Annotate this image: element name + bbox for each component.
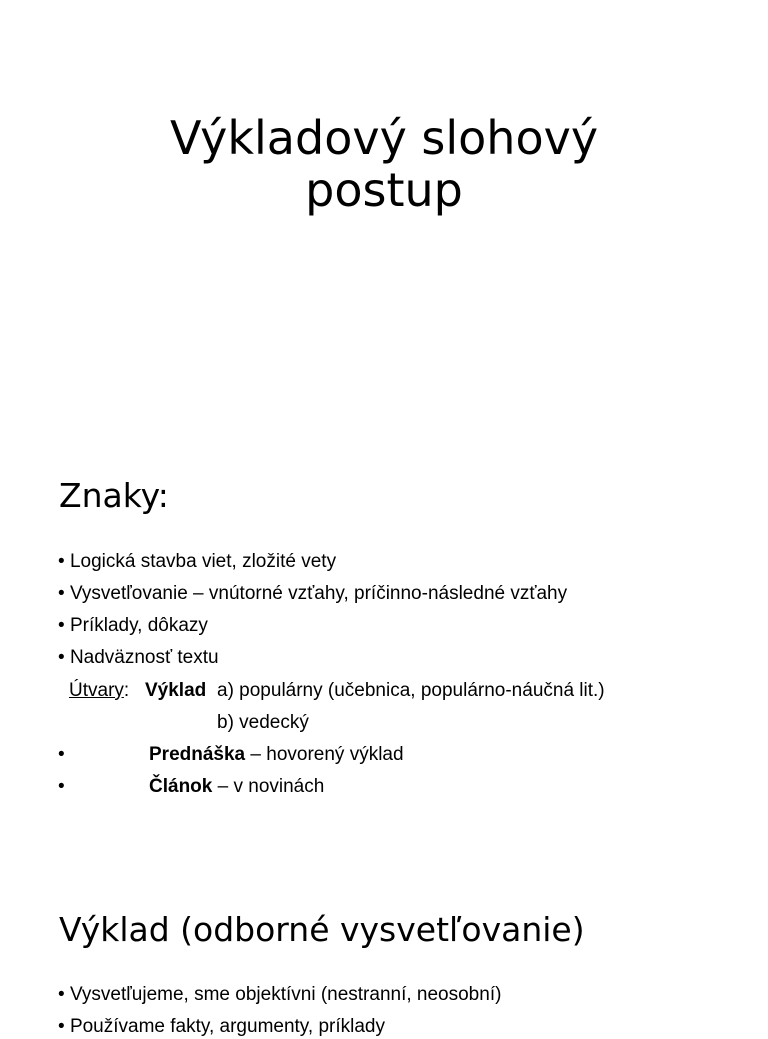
list-item-text: Vysvetľujeme, sme objektívni (nestranní, neosobní): [69, 984, 502, 1005]
prednaska-label: Prednáška: [149, 744, 246, 765]
list-item-text: Nadväznosť textu: [69, 647, 219, 668]
list-item-text: Používame fakty, argumenty, príklady: [69, 1016, 385, 1037]
utvary-label: Útvary: [69, 680, 124, 701]
list-item-text: Príklady, dôkazy: [69, 615, 208, 636]
list-item-text: Logická stavba viet, zložité vety: [69, 551, 337, 572]
bullet-glyph: •: [58, 615, 65, 636]
bullet-glyph: •: [58, 776, 65, 797]
list-item: [58, 550, 336, 574]
clanok-row: [149, 775, 324, 799]
title-line-1: Výkladový slohový: [169, 111, 599, 165]
bullet-glyph: •: [58, 984, 65, 1005]
prednaska-row: [149, 743, 404, 767]
vyklad-label: Výklad: [145, 680, 207, 701]
vyklad-type-b: b) vedecký: [217, 712, 309, 733]
list-item: [58, 983, 501, 1007]
utvary-colon: :: [123, 680, 130, 701]
znaky-heading: Znaky:: [59, 476, 169, 515]
slide-title: [0, 112, 768, 216]
bullet-glyph: •: [58, 1016, 65, 1037]
clanok-label: Článok: [149, 776, 213, 797]
title-line-2: postup: [305, 163, 463, 217]
clanok-description: – v novinách: [217, 776, 325, 797]
bullet-glyph: •: [58, 744, 65, 765]
list-item: [58, 1015, 385, 1039]
prednaska-description: – hovorený výklad: [250, 744, 404, 765]
list-item: [58, 582, 567, 606]
list-item: [58, 646, 219, 670]
bullet-glyph: •: [58, 583, 65, 604]
bullet-glyph: •: [58, 551, 65, 572]
bullet-glyph: •: [58, 647, 65, 668]
list-item-text: Vysvetľovanie – vnútorné vzťahy, príčinno-následné vzťahy: [69, 583, 568, 604]
utvary-row: [69, 679, 129, 703]
vyklad-section-heading: Výklad (odborné vysvetľovanie): [59, 910, 585, 949]
vyklad-type-a: a) populárny (učebnica, populárno-náučná lit.): [217, 680, 605, 701]
list-item: [58, 614, 208, 638]
